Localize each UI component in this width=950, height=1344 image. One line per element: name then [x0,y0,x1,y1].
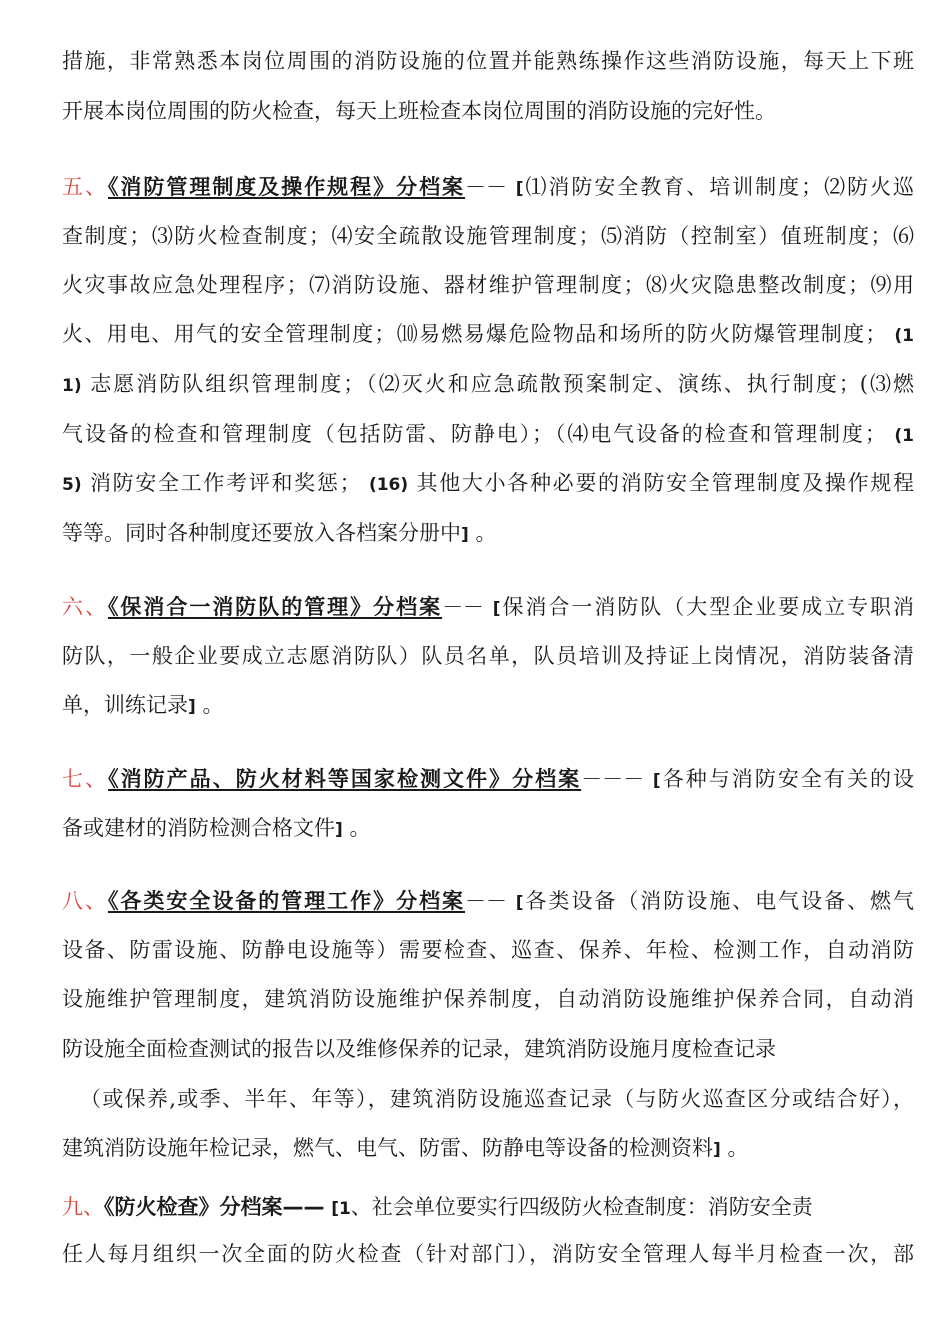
section-8-line-6: 建筑消防设施年检记录，燃气、电气、防雷、防静电等设备的检测资料] 。 [62,1136,749,1160]
section-8-line-3: 设施维护管理制度，建筑消防设施维护保养制度，自动消防设施维护保养合同，自动消 [62,987,914,1011]
intro-line-2: 开展本岗位周围的防火检查，每天上班检查本岗位周围的消防设施的完好性。 [62,99,776,123]
section-6-line-3: 单，训练记录] 。 [62,693,224,717]
section-8-line-5: （或保养,或季、半年、年等），建筑消防设施巡查记录（与防火巡查区分或结合好）， [80,1087,914,1111]
section-7-number: 七、 [62,767,109,791]
section-9-line-2: 任人每月组织一次全面的防火检查（针对部门），消防安全管理人每半月检查一次，部 [62,1242,914,1266]
section-5-title: 《消防管理制度及操作规程》分档案 [107,175,466,199]
section-8-heading-line: 八、《各类安全设备的管理工作》分档案－－ [各类设备（消防设施、电气设备、燃气 [62,889,915,913]
section-9-number: 九、 [62,1195,104,1219]
section-6-title: 《保消合一消防队的管理》分档案 [107,595,443,619]
section-8-line-4: 防设施全面检查测试的报告以及维修保养的记录，建筑消防设施月度检查记录 [62,1037,776,1061]
section-8-number: 八、 [62,889,108,913]
section-5-line-5: 1) 志愿消防队组织管理制度；（⑵灭火和应急疏散预案制定、演练、执行制度；(⑶燃 [62,372,914,396]
section-9-heading-line: 九、《防火检查》分档案—— [1、社会单位要实行四级防火检查制度：消防安全责 [62,1195,813,1219]
section-5-line-4: 火、用电、用气的安全管理制度；⑽易燃易爆危险物品和场所的防火防爆管理制度； (1 [62,322,914,346]
section-8-title: 《各类安全设备的管理工作》分档案 [107,889,466,913]
section-6-heading-line: 六、《保消合一消防队的管理》分档案－－ [保消合一消防队（大型企业要成立专职消 [62,595,915,619]
section-5-number: 五、 [62,175,108,199]
section-5-line-2: 查制度；⑶防火检查制度；⑷安全疏散设施管理制度；⑸消防（控制室）值班制度；⑹ [62,224,914,248]
section-5-line-7: 5) 消防安全工作考评和奖惩； (16) 其他大小各种必要的消防安全管理制度及操作规程 [62,471,915,495]
section-7-heading-line: 七、《消防产品、防火材料等国家检测文件》分档案－－－ [各种与消防安全有关的设 [62,767,915,791]
section-6-line-2: 防队，一般企业要成立志愿消防队）队员名单，队员培训及持证上岗情况，消防装备清 [62,644,914,668]
section-8-line-2: 设备、防雷设施、防静电设施等）需要检查、巡查、保养、年检、检测工作，自动消防 [62,938,914,962]
section-5-heading-line: 五、《消防管理制度及操作规程》分档案－－ [⑴消防安全教育、培训制度；⑵防火巡 [62,175,915,199]
section-5-line-6: 气设备的检查和管理制度（包括防雷、防静电）；（⑷电气设备的检查和管理制度； (1 [62,422,914,446]
section-7-line-2: 备或建材的消防检测合格文件] 。 [62,816,371,840]
section-5-line-8: 等等。同时各种制度还要放入各档案分册中] 。 [62,521,497,545]
section-9-title: 《防火检查》分档案—— [104,1195,325,1219]
intro-line-1: 措施，非常熟悉本岗位周围的消防设施的位置并能熟练操作这些消防设施，每天上下班 [62,49,914,73]
section-7-title: 《消防产品、防火材料等国家检测文件》分档案 [108,767,582,791]
section-6-number: 六、 [62,595,108,619]
section-5-line-3: 火灾事故应急处理程序；⑺消防设施、器材维护管理制度；⑻火灾隐患整改制度；⑼用 [62,273,914,297]
